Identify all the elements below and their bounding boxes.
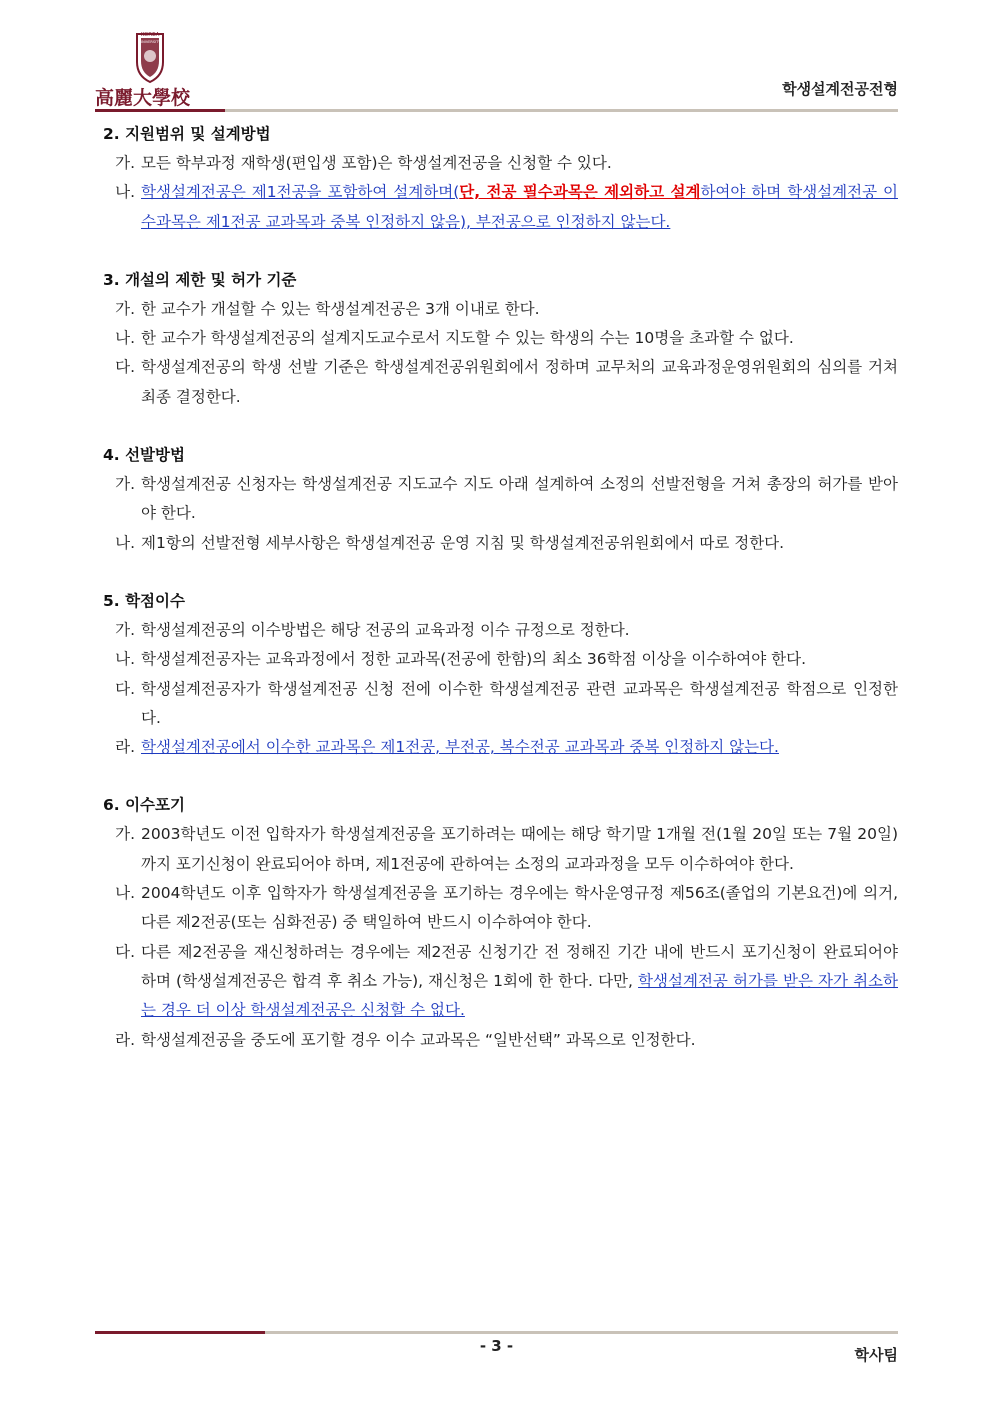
plain-text: 학생설계전공자가 학생설계전공 신청 전에 이수한 학생설계전공 관련 교과목은 학생설계전공 학점으로 인정한다. <box>141 679 898 727</box>
item-text <box>141 353 898 412</box>
logo-wordmark: 高麗大學校 <box>95 87 191 108</box>
plain-text: 모든 학부과정 재학생(편입생 포함)은 학생설계전공을 신청할 수 있다. <box>141 154 612 172</box>
plain-text: 학생설계전공 신청자는 학생설계전공 지도교수 지도 아래 설계하여 소정의 선발전형을 거쳐 총장의 허가를 받아야 한다. <box>141 475 898 523</box>
item-marker: 나. <box>115 884 135 903</box>
item-marker: 나. <box>115 533 135 552</box>
item-text <box>141 938 898 1026</box>
item-text <box>141 616 898 645</box>
section-title: 4. 선발방법 <box>103 446 185 465</box>
highlight-text: 학생설계전공 허가를 받은 자가 취소하는 경우 더 이상 학생설계전공은 신청할 수 없다. <box>141 971 898 1020</box>
item-text <box>141 470 898 529</box>
plain-text: 2003학년도 이전 입학자가 학생설계전공을 포기하려는 때에는 해당 학기말 1개월 전(1월 20일 또는 7월 20일)까지 포기신청이 완료되어야 하며, 제1전공에 관하여는 소정의 교과과정을 모두 이수하여야 한다. <box>141 825 898 873</box>
list-item <box>103 733 898 762</box>
plain-text: 다른 제2전공을 재신청하려는 경우에는 제2전공 신청기간 전 정해진 기간 내에 반드시 포기신청이 완료되어야 하며 (학생설계전공은 합격 후 취소 가능), 재신청은 1회에 한 한다. 다만, <box>141 942 898 990</box>
list-item <box>103 149 898 178</box>
plain-text: 2004학년도 이후 입학자가 학생설계전공을 포기하는 경우에는 학사운영규정 제56조(졸업의 기본요건)에 의거, 다른 제2전공(또는 심화전공) 중 택일하여 반드시 이수하여야 한다. <box>141 884 898 932</box>
plain-text: 한 교수가 개설할 수 있는 학생설계전공은 3개 이내로 한다. <box>141 299 540 318</box>
section <box>103 120 898 237</box>
logo-sub-text: UNIVERSITY <box>139 40 161 44</box>
footer-rule <box>95 1331 898 1334</box>
item-text <box>141 178 898 237</box>
section <box>103 587 898 762</box>
list-item <box>103 529 898 558</box>
list-item <box>103 353 898 412</box>
section-title: 3. 개설의 제한 및 허가 기준 <box>103 270 297 289</box>
plain-text: 학생설계전공의 이수방법은 해당 전공의 교육과정 이수 규정으로 정한다. <box>141 620 630 639</box>
list-item <box>103 295 898 324</box>
header-rule <box>95 109 898 112</box>
item-marker: 나. <box>115 650 135 669</box>
item-marker: 가. <box>115 825 135 844</box>
item-marker: 나. <box>115 183 135 202</box>
item-marker: 가. <box>115 299 135 318</box>
list-item <box>103 879 898 938</box>
page-header <box>95 28 898 114</box>
list-item <box>103 1026 898 1055</box>
plain-text: 학생설계전공을 중도에 포기할 경우 이수 교과목은 “일반선택” 과목으로 인정한다. <box>141 1030 696 1049</box>
section <box>103 441 898 558</box>
item-marker: 가. <box>115 475 135 494</box>
highlight-text: 학생설계전공은 제1전공을 포함하여 설계하며( <box>141 183 460 202</box>
item-text <box>141 879 898 938</box>
footer-team: 학사팀 <box>854 1346 898 1364</box>
emphasis-text: 단, 전공 필수과목은 제외하고 설계 <box>459 183 701 202</box>
list-item <box>103 938 898 1026</box>
item-text <box>141 675 898 734</box>
page-number: - 3 - <box>479 1337 514 1355</box>
section-title: 2. 지원범위 및 설계방법 <box>103 125 271 143</box>
list-item <box>103 675 898 734</box>
item-marker: 가. <box>115 154 135 172</box>
item-marker: 다. <box>115 942 135 961</box>
section <box>103 791 898 1054</box>
item-text <box>141 324 898 353</box>
list-item <box>103 616 898 645</box>
list-item <box>103 820 898 879</box>
plain-text: 한 교수가 학생설계전공의 설계지도교수로서 지도할 수 있는 학생의 수는 10명을 초과할 수 없다. <box>141 329 794 348</box>
plain-text: 제1항의 선발전형 세부사항은 학생설계전공 운영 지침 및 학생설계전공위원회에서 따로 정한다. <box>141 533 785 552</box>
item-text <box>141 529 898 558</box>
item-text <box>141 1026 898 1055</box>
plain-text: 학생설계전공자는 교육과정에서 정한 교과목(전공에 한함)의 최소 36학점 이상을 이수하여야 한다. <box>141 650 807 669</box>
item-marker: 라. <box>115 1030 135 1049</box>
section-title: 5. 학점이수 <box>103 591 185 610</box>
item-marker: 나. <box>115 329 135 348</box>
section <box>103 266 898 412</box>
item-text <box>141 645 898 674</box>
item-text <box>141 820 898 879</box>
section-title: 6. 이수포기 <box>103 796 185 815</box>
item-marker: 라. <box>115 738 135 757</box>
list-item <box>103 178 898 237</box>
highlight-text: 하여야 하며 학생설계전공 이수과목은 제1전공 교과목과 중복 인정하지 않음), 부전공으로 인정하지 않는다. <box>141 183 898 231</box>
item-marker: 가. <box>115 620 135 639</box>
list-item <box>103 324 898 353</box>
list-item <box>103 470 898 529</box>
header-title: 학생설계전공전형 <box>782 80 898 98</box>
plain-text: 학생설계전공의 학생 선발 기준은 학생설계전공위원회에서 정하며 교무처의 교육과정운영위원회의 심의를 거쳐 최종 결정한다. <box>141 358 898 406</box>
university-logo <box>95 28 205 108</box>
item-text <box>141 149 898 178</box>
item-marker: 다. <box>115 358 135 377</box>
logo-top-text: KOREA <box>140 32 160 38</box>
item-marker: 다. <box>115 679 135 698</box>
list-item <box>103 645 898 674</box>
item-text <box>141 295 898 324</box>
document-body <box>103 120 898 1084</box>
highlight-text: 학생설계전공에서 이수한 교과목은 제1전공, 부전공, 복수전공 교과목과 중복 인정하지 않는다. <box>141 738 779 757</box>
item-text <box>141 733 898 762</box>
